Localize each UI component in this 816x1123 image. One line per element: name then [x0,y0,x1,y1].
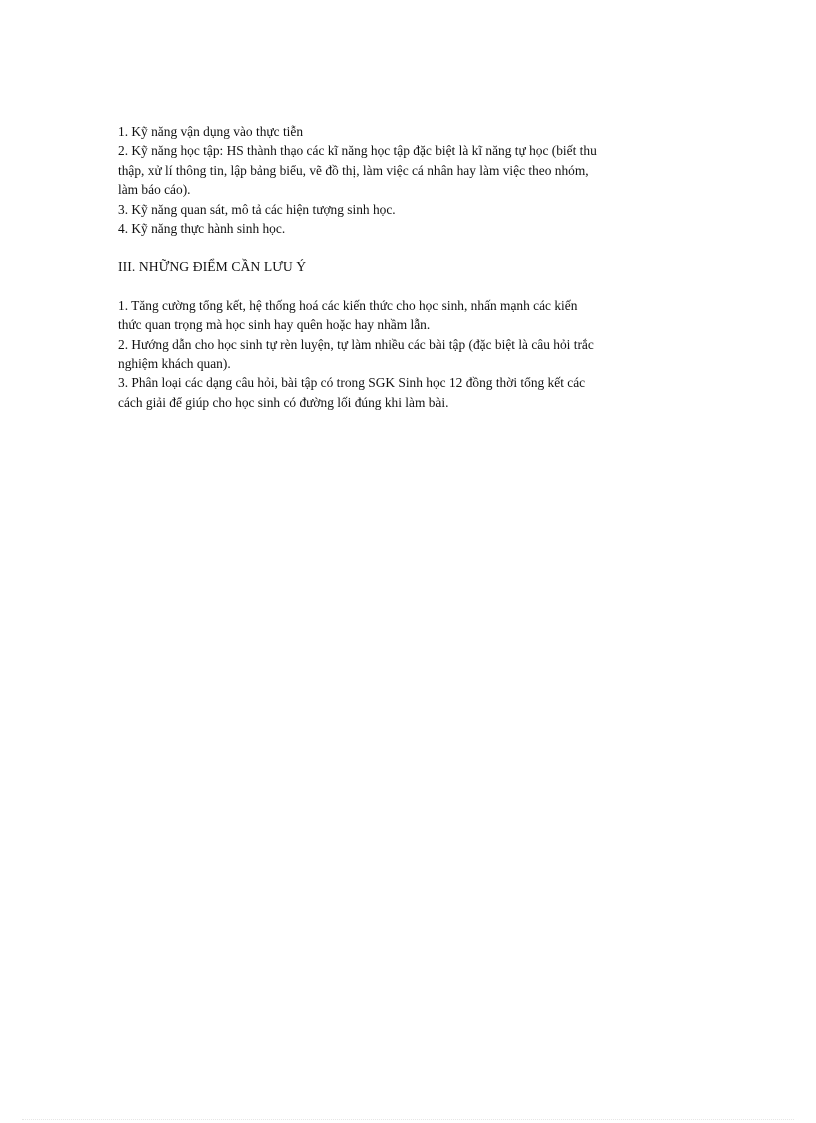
note-line: 2. Hướng dẫn cho học sinh tự rèn luyện, tự làm nhiều các bài tập (đặc biệt là câu hỏi trắc [118,336,594,352]
skill-line: 4. Kỹ năng thực hành sinh học. [118,221,286,237]
page-bottom-divider [22,1119,794,1120]
skill-line: 3. Kỹ năng quan sát, mô tả các hiện tượng sinh học. [118,201,396,217]
skill-line: làm báo cáo). [118,182,191,198]
note-line: 3. Phân loại các dạng câu hỏi, bài tập có trong SGK Sinh học 12 đồng thời tổng kết các [118,375,586,391]
skill-line: 1. Kỹ năng vận dụng vào thực tiễn [118,124,304,139]
note-line: cách giải để giúp cho học sinh có đường lối đúng khi làm bài. [118,394,449,410]
section-heading: III. NHỮNG ĐIỂM CẦN LƯU Ý [118,259,307,275]
note-line: thức quan trọng mà học sinh hay quên hoặc hay nhầm lẫn. [118,317,431,333]
document-body [118,122,698,412]
notes-list [118,296,698,412]
spacer [118,238,698,257]
note-line: nghiệm khách quan). [118,356,231,372]
note-line: 1. Tăng cường tổng kết, hệ thống hoá các kiến thức cho học sinh, nhấn mạnh các kiến [118,297,578,313]
skill-line: 2. Kỹ năng học tập: HS thành thạo các kĩ năng học tập đặc biệt là kĩ năng tự học (biết thu [118,143,597,159]
skill-line: thập, xử lí thông tin, lập bảng biểu, vẽ đồ thị, làm việc cá nhân hay làm việc theo nhóm, [118,162,589,178]
spacer [118,277,698,296]
skills-list [118,122,698,238]
